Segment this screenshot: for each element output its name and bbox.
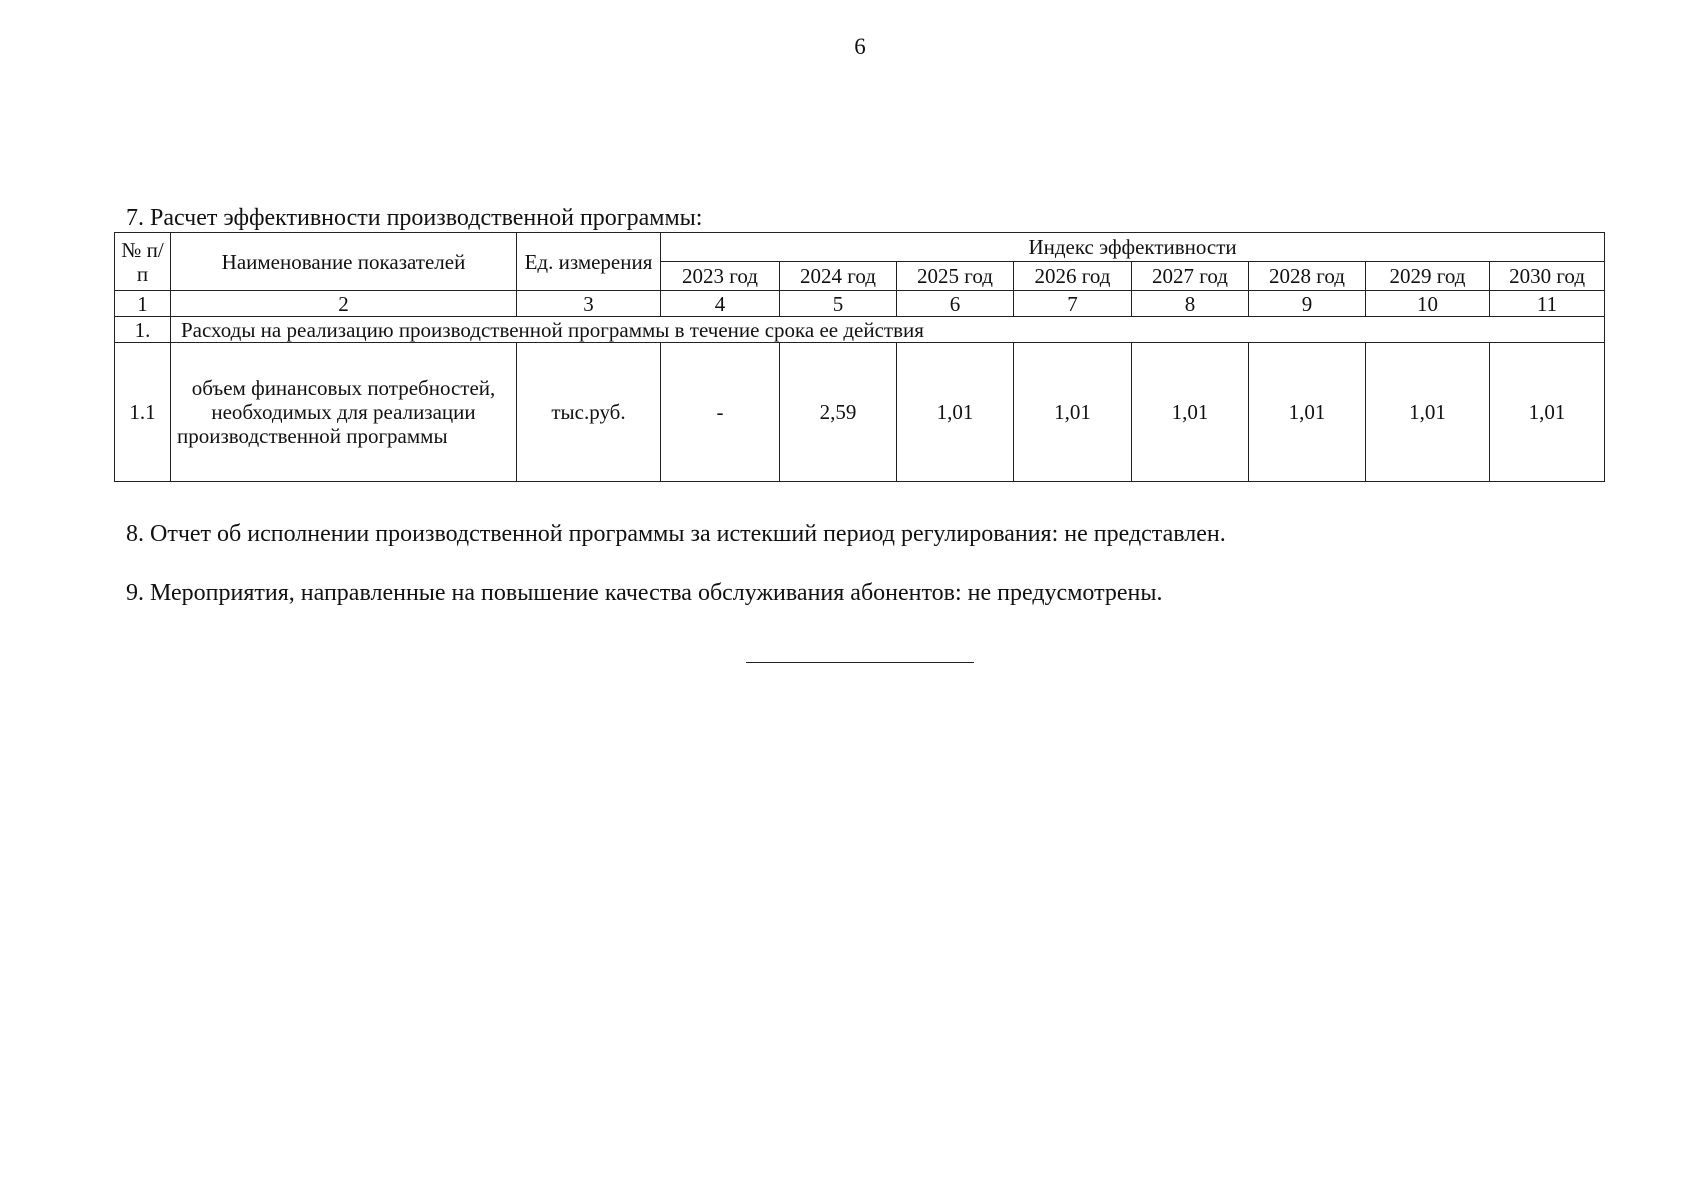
header-num: № п/п [115,233,171,291]
column-number: 4 [661,291,780,317]
efficiency-table [114,232,1605,482]
header-year: 2024 год [780,262,897,291]
header-index-group: Индекс эффективности [661,233,1605,262]
value-cell: 1,01 [1249,343,1366,482]
page-number: 6 [854,34,866,59]
header-year: 2027 год [1132,262,1249,291]
column-number: 8 [1132,291,1249,317]
header-year: 2029 год [1366,262,1490,291]
end-divider [746,662,974,663]
column-number: 9 [1249,291,1366,317]
header-year: 2023 год [661,262,780,291]
column-number: 1 [115,291,171,317]
header-unit: Ед. измерения [517,233,661,291]
section-8-paragraph: 8. Отчет об исполнении производственной программы за истекший период регулирования: не представлен. [126,521,1226,547]
table-section-row [115,317,1605,343]
column-number: 5 [780,291,897,317]
indicator-unit: тыс.руб. [517,343,661,482]
header-year: 2025 год [897,262,1014,291]
column-number: 2 [171,291,517,317]
column-number: 7 [1014,291,1132,317]
table-header-row [115,233,1605,262]
indicator-name: объем финансовых потребностей, необходимых для реализации производственной программы [171,343,517,482]
header-name: Наименование показателей [171,233,517,291]
column-number: 6 [897,291,1014,317]
row-num: 1.1 [115,343,171,482]
value-cell: 1,01 [1490,343,1605,482]
column-number: 11 [1490,291,1605,317]
value-cell: - [661,343,780,482]
header-year: 2026 год [1014,262,1132,291]
value-cell: 2,59 [780,343,897,482]
section-row-text: Расходы на реализацию производственной программы в течение срока ее действия [171,317,1605,343]
column-number-row [115,291,1605,317]
section-7-title: 7. Расчет эффективности производственной программы: [126,205,703,231]
header-year: 2028 год [1249,262,1366,291]
column-number: 10 [1366,291,1490,317]
value-cell: 1,01 [897,343,1014,482]
table-row [115,343,1605,482]
value-cell: 1,01 [1132,343,1249,482]
section-row-num: 1. [115,317,171,343]
column-number: 3 [517,291,661,317]
header-year: 2030 год [1490,262,1605,291]
section-9-paragraph: 9. Мероприятия, направленные на повышение качества обслуживания абонентов: не предусмотрены. [126,580,1163,606]
value-cell: 1,01 [1366,343,1490,482]
value-cell: 1,01 [1014,343,1132,482]
